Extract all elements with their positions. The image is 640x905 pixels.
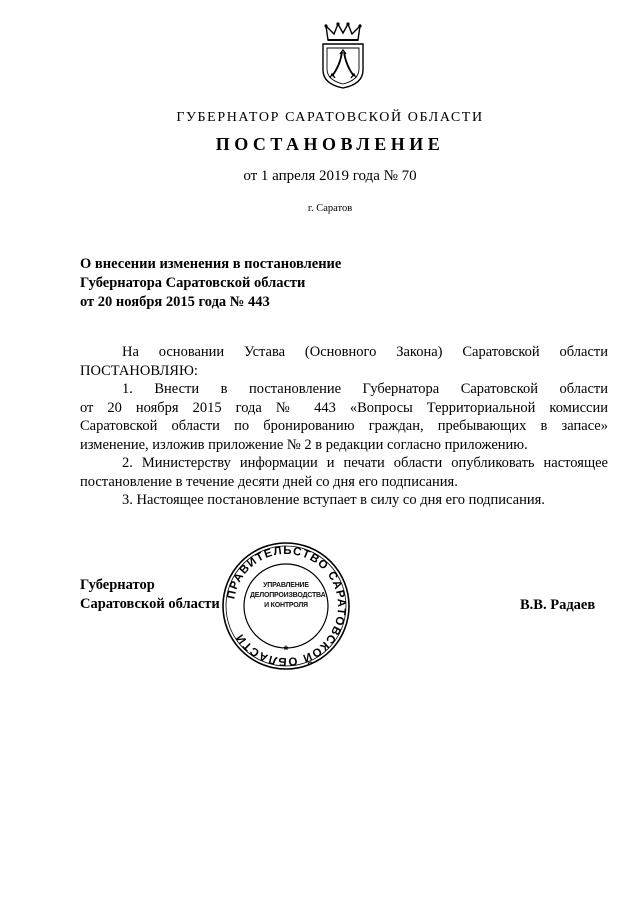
subject-line: Губернатора Саратовской области — [80, 275, 306, 291]
decree-verb: ПОСТАНОВЛЯЮ: — [80, 362, 198, 379]
item-3-text: 3. Настоящее постановление вступает в силу со дня его подписания. — [122, 492, 545, 508]
item-1-text: изменение, изложив приложение № 2 в редакции согласно приложению. — [80, 436, 528, 453]
stamp-star: * — [283, 643, 289, 657]
issuing-authority: ГУБЕРНАТОР САРАТОВСКОЙ ОБЛАСТИ — [176, 110, 484, 125]
document-body — [80, 343, 608, 510]
document-date-number: от 1 апреля 2019 года № 70 — [243, 168, 417, 184]
document-city: г. Саратов — [307, 203, 353, 214]
item-1-text: 1. Внести в постановление Губернатора Саратовской области — [122, 381, 608, 397]
stamp-center-line: ДЕЛОПРОИЗВОДСТВА — [250, 592, 326, 599]
subject-line: от 20 ноября 2015 года № 443 — [80, 294, 270, 310]
preamble-text: На основании Устава (Основного Закона) Саратовской области — [122, 344, 608, 360]
coat-of-arms-icon — [318, 22, 368, 90]
signatory-position — [80, 576, 220, 614]
signatory-position-line: Губернатор — [80, 577, 155, 593]
item-2-text: 2. Министерству информации и печати области опубликовать настоящее — [122, 455, 608, 471]
stamp-ring-text: ПРАВИТЕЛЬСТВО САРАТОВСКОЙ ОБЛАСТИ — [225, 544, 348, 668]
item-1-text: от 20 ноября 2015 года № 443 «Вопросы Территориальной комиссии — [80, 399, 608, 416]
item-1-text: Саратовской области по бронированию граждан, пребывающих в запасе» — [80, 418, 608, 434]
item-2-text: постановление в течение десяти дней со дня его подписания. — [80, 473, 458, 490]
signatory-name: В.В. Радаев — [520, 597, 596, 613]
document-subject — [80, 255, 341, 312]
stamp-center-line: И КОНТРОЛЯ — [264, 602, 308, 609]
document-type-title: ПОСТАНОВЛЕНИЕ — [215, 134, 445, 154]
stamp-center-text — [250, 581, 326, 611]
subject-line: О внесении изменения в постановление — [80, 256, 342, 272]
stamp-center-line: УПРАВЛЕНИЕ — [263, 582, 309, 589]
signatory-position-line: Саратовской области — [80, 596, 220, 612]
